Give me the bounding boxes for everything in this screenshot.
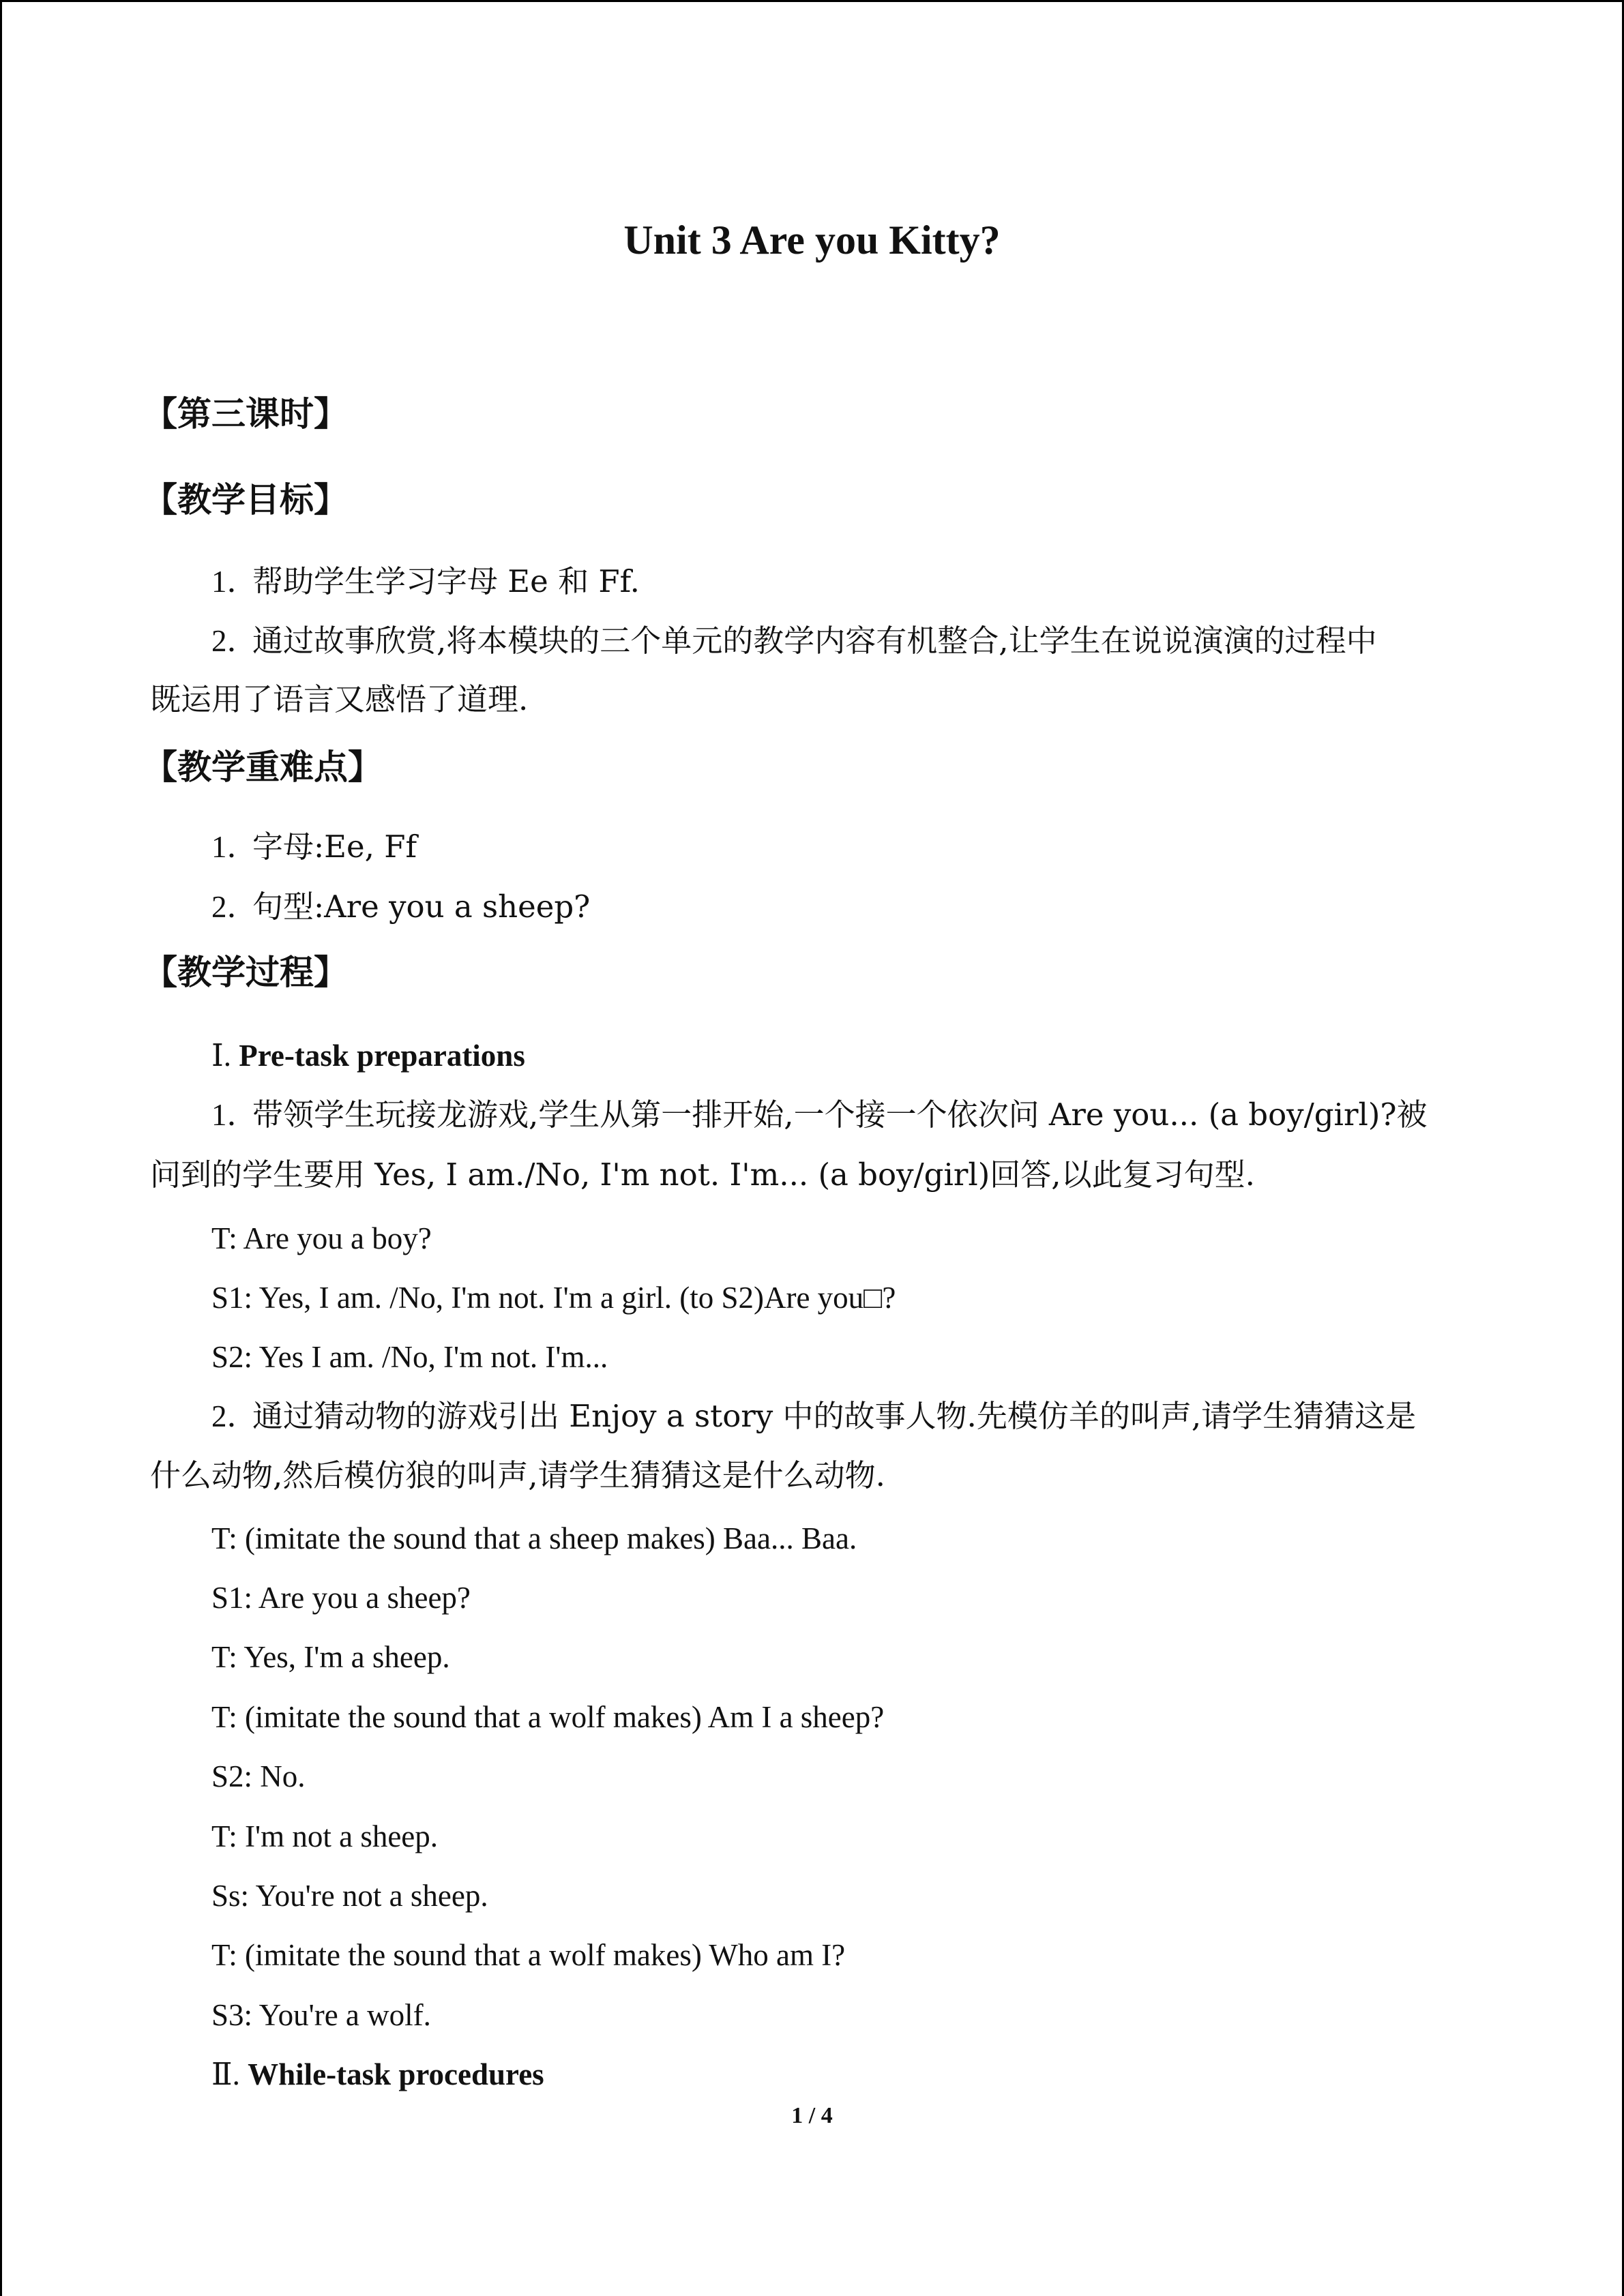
step-1	[211, 1094, 1480, 1135]
step-2-continuation: 什么动物,然后模仿狼的叫声,请学生猜猜这是什么动物.	[150, 1457, 885, 1493]
key-point-text: 句型:Are you a sheep?	[252, 889, 591, 925]
heading-goals: 【教学目标】	[143, 480, 348, 520]
dialog-line: T: (imitate the sound that a sheep makes) Baa... Baa.	[211, 1521, 857, 1555]
step-text: 通过猜动物的游戏引出 Enjoy a story 中的故事人物.先模仿羊的叫声,请学生猜猜这是	[252, 1398, 1417, 1434]
section-pre-task	[211, 1035, 525, 1076]
section-numeral: Ⅰ.	[211, 1039, 232, 1073]
dialog-line: Ss: You're not a sheep.	[211, 1879, 488, 1913]
dialog-line: T: (imitate the sound that a wolf makes) Who am I?	[211, 1938, 846, 1972]
goal-item-number: 1．	[211, 565, 258, 599]
dialog-line: S1: Yes, I am. /No, I'm not. I'm a girl. (to S2)Are you□?	[211, 1281, 896, 1315]
dialog-line: T: (imitate the sound that a wolf makes) Am I a sheep?	[211, 1700, 885, 1734]
key-point-item-1	[211, 826, 1480, 867]
key-point-text: 字母:Ee, Ff	[252, 829, 417, 865]
dialog-line: T: Are you a boy?	[211, 1221, 432, 1255]
goal-item-2-continuation: 既运用了语言又感悟了道理.	[150, 681, 529, 717]
heading-process: 【教学过程】	[143, 953, 348, 992]
key-point-item-2	[211, 886, 1480, 927]
step-text: 带领学生玩接龙游戏,学生从第一排开始,一个接一个依次问 Are you... (a boy/girl)?被	[252, 1097, 1428, 1133]
dialog-line: S3: You're a wolf.	[211, 1998, 431, 2032]
goal-item-2	[211, 621, 1480, 661]
section-while-task	[211, 2054, 544, 2095]
dialog-line: T: I'm not a sheep.	[211, 1819, 439, 1853]
step-number: 2．	[211, 1399, 258, 1433]
heading-key-points: 【教学重难点】	[143, 747, 382, 787]
section-numeral: Ⅱ.	[211, 2057, 240, 2091]
key-point-number: 2．	[211, 890, 258, 924]
goal-item-text: 通过故事欣赏,将本模块的三个单元的教学内容有机整合,让学生在说说演演的过程中	[252, 623, 1377, 659]
step-2	[211, 1396, 1480, 1437]
goal-item-number: 2．	[211, 624, 258, 658]
dialog-line: T: Yes, I'm a sheep.	[211, 1640, 450, 1674]
dialog-line: S1: Are you a sheep?	[211, 1581, 471, 1615]
dialog-line: S2: No.	[211, 1759, 306, 1793]
step-number: 1．	[211, 1098, 258, 1132]
heading-period: 【第三课时】	[143, 394, 348, 434]
section-label: Pre-task preparations	[239, 1039, 525, 1073]
key-point-number: 1．	[211, 830, 258, 864]
document-title: Unit 3 Are you Kitty?	[623, 218, 1001, 263]
page-number: 1 / 4	[791, 2103, 833, 2128]
dialog-line: S2: Yes I am. /No, I'm not. I'm...	[211, 1340, 608, 1374]
step-1-continuation: 问到的学生要用 Yes, I am./No, I'm not. I'm... (a boy/girl)回答,以此复习句型.	[150, 1157, 1255, 1193]
goal-item-text: 帮助学生学习字母 Ee 和 Ff.	[252, 563, 640, 599]
goal-item-1	[211, 561, 1480, 602]
section-label: While-task procedures	[248, 2057, 544, 2091]
